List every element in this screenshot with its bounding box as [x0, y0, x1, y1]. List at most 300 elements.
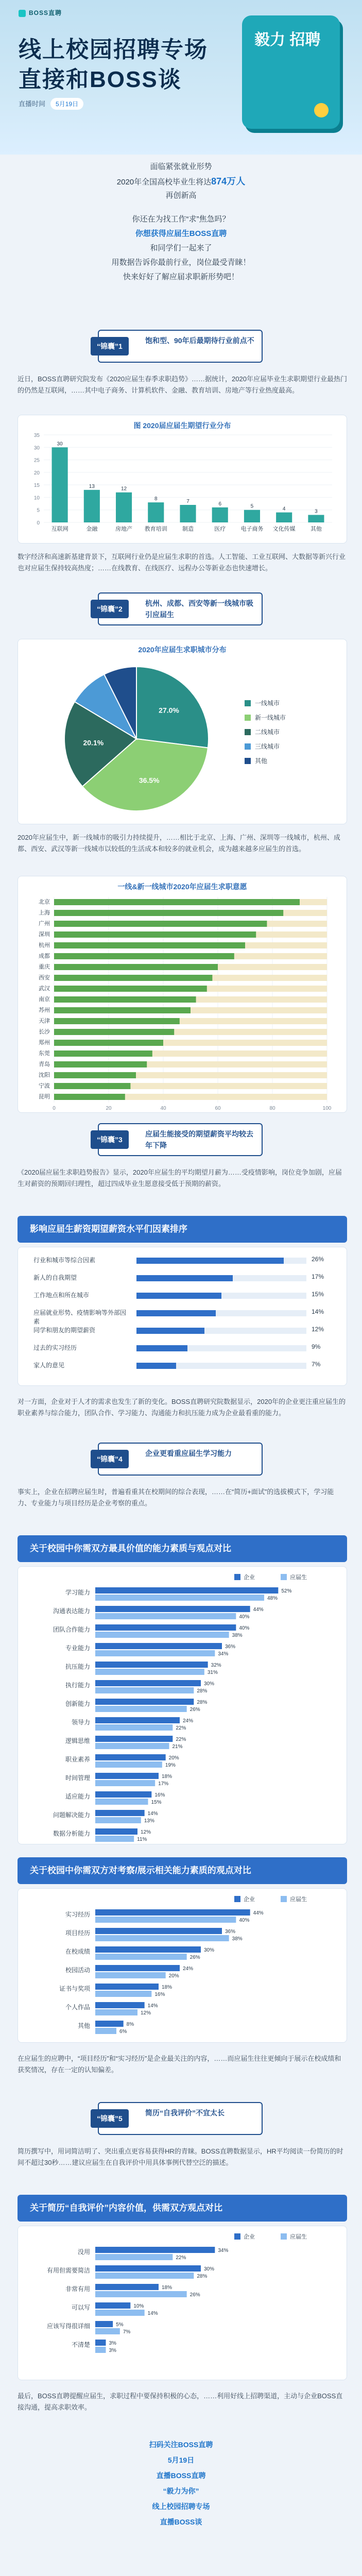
chart-self-eval: [18, 2229, 348, 2379]
bar: [54, 996, 196, 1003]
chart-ability-card: [18, 1566, 347, 1844]
bar-value-label: 7%: [123, 2329, 131, 2335]
bar: [54, 910, 283, 916]
bar-value-label: 8%: [126, 2022, 134, 2027]
bar-value-label: 52%: [281, 1588, 292, 1594]
bar-value-label: 21%: [172, 1744, 183, 1750]
bar-value-label: 7: [186, 499, 189, 504]
x-tick-label: 互联网: [51, 526, 68, 532]
tip-tag: “锦囊”3: [91, 1130, 129, 1149]
factor-label: 行业和城市等综合因素: [33, 1257, 96, 1264]
bar: [54, 1072, 136, 1078]
y-tick-label: 35: [33, 433, 40, 438]
y-tick-label: 15: [33, 483, 40, 489]
poster-dot-icon: [314, 103, 329, 117]
factor-label: 工作地点和所在城市: [33, 1292, 90, 1299]
section-header: 关于简历“自我评价”内容价值，供需双方观点对比: [18, 2195, 347, 2222]
chart-city-rank: [18, 891, 348, 1112]
bar: [95, 2310, 145, 2316]
legend-label: 二线城市: [255, 728, 280, 736]
factor-row: [18, 1270, 348, 1287]
factor-value: 9%: [312, 1343, 321, 1350]
bar: [148, 502, 164, 522]
factor-label: 同学和朋友的期望薪资: [33, 1327, 96, 1334]
factor-track: [136, 1258, 306, 1264]
bar: [54, 964, 218, 970]
intro-question: 你还在为找工作“求”焦急吗？: [132, 215, 230, 224]
bar: [95, 1643, 222, 1649]
bar: [95, 1917, 236, 1923]
tip-text: 饱和型、90年后最期待行业前点不: [145, 336, 254, 345]
footer-line: 5月19日: [167, 2456, 195, 2464]
row-label: 实习经历: [65, 1911, 90, 1918]
row-label: 沟通表达能力: [53, 1607, 90, 1615]
intro-callout-text[interactable]: 你想获得应届生BOSS直聘: [135, 229, 227, 238]
bar-value-label: 3%: [109, 2341, 116, 2346]
factor-value: 15%: [312, 1291, 324, 1298]
bar: [84, 490, 100, 522]
bar: [212, 507, 228, 522]
tip-text: 杭州、成都、西安等新一线城市吸引应届生: [145, 599, 253, 619]
bar: [54, 899, 300, 905]
y-tick-label: 苏州: [39, 1007, 50, 1013]
bar: [54, 975, 212, 981]
bar: [54, 986, 207, 992]
bar-value-label: 26%: [189, 2292, 200, 2298]
intro-callout: [0, 227, 362, 241]
y-tick-label: 沈阳: [39, 1072, 50, 1078]
row-label: 领导力: [71, 1719, 90, 1726]
intro-line: 面临紧张就业形势: [150, 162, 212, 171]
tip-tag: “锦囊”2: [91, 600, 129, 618]
bar-value-label: 18%: [162, 1774, 173, 1780]
bar: [95, 2247, 215, 2253]
bar-value-label: 14%: [147, 1811, 158, 1817]
paragraph: 对一方面，企业对于人才的需求也发生了新的变化。BOSS直聘研究院数据显示，2020年的企业更注重应届生的职业素养与综合能力，团队合作、学习能力、沟通能力和抗压能力成为企业最看重的能力。: [18, 1398, 346, 1417]
chart-title: 一线&新一线城市2020年应届生求职意愿: [117, 883, 247, 891]
brand-mark-icon: [19, 10, 26, 17]
bar: [95, 2254, 173, 2260]
intro-line: 和同学们一起来了: [150, 244, 212, 252]
bar-value-label: 48%: [267, 1596, 278, 1601]
bar: [95, 2021, 124, 2027]
legend-label: 企业: [244, 2234, 255, 2240]
y-tick-label: 广州: [39, 921, 50, 927]
y-tick-label: 深圳: [39, 931, 50, 938]
bar: [95, 1928, 222, 1934]
legend-swatch: [245, 729, 251, 735]
row-label: 非常有用: [65, 2285, 90, 2293]
factor-bar: [136, 1345, 187, 1351]
bar-value-label: 32%: [211, 1663, 221, 1668]
bar: [95, 1817, 141, 1823]
bar: [244, 510, 260, 522]
row-label: 数据分析能力: [53, 1830, 90, 1837]
bar-value-label: 15%: [151, 1800, 162, 1805]
legend-swatch: [234, 1574, 240, 1580]
tip-text: 应届生能接受的期望薪资平均较去年下降: [145, 1130, 253, 1149]
bar-value-label: 11%: [137, 1837, 147, 1842]
factor-bar: [136, 1275, 233, 1281]
bar-value-label: 26%: [189, 1955, 200, 1960]
bar: [95, 2340, 106, 2346]
bar-value-label: 20%: [168, 1973, 179, 1979]
y-tick-label: 10: [33, 495, 40, 501]
factor-label: 过去的实习经历: [33, 1344, 77, 1351]
bar-value-label: 20%: [168, 1755, 179, 1761]
factor-row: [18, 1340, 348, 1358]
bar-value-label: 12%: [141, 1829, 151, 1835]
hero-title-line2: 直接和BOSS谈: [19, 67, 182, 92]
bar-value-label: 3: [315, 509, 318, 515]
bar-value-label: 40%: [239, 1625, 250, 1631]
legend-swatch: [281, 1574, 287, 1580]
x-tick-label: 60: [215, 1106, 221, 1111]
bar: [95, 1680, 201, 1686]
legend-label: 三线城市: [255, 743, 280, 750]
bar: [95, 1780, 155, 1786]
tip-callout-5: [98, 2102, 263, 2135]
footer-line: 线上校园招聘专场: [152, 2502, 210, 2511]
paragraph: 事实上，企业在招聘应届生时，普遍看重其在校期间的综合表现，……在“简历+面试”的选拔模式下，学习能力、专业能力与项目经历是企业考察的重点。: [18, 1488, 334, 1507]
legend-swatch: [245, 743, 251, 750]
bar: [95, 1632, 229, 1638]
section-header: 关于校园中你需双方对考察/展示相关能力素质的观点对比: [18, 1857, 347, 1884]
y-tick-label: 青岛: [39, 1061, 50, 1067]
bar: [54, 942, 245, 948]
factor-track: [136, 1345, 306, 1351]
bar: [95, 1761, 162, 1768]
brand-logo: [19, 8, 62, 17]
pie-label: 36.5%: [139, 776, 160, 785]
bar: [95, 2265, 201, 2272]
chart-city-card: [18, 639, 347, 824]
bar-value-label: 4: [282, 506, 286, 512]
bar: [95, 1650, 215, 1656]
x-tick-label: 金融: [86, 526, 98, 532]
paragraph: 《2020届应届生求职趋势报告》显示，2020年应届生的平均期望月薪为……受疫情影响，岗位竞争加剧，应届生对薪资的预期回归理性，超过四成毕业生愿意接受低于预期的薪资。: [18, 1168, 342, 1188]
bar: [276, 513, 292, 522]
bar: [95, 1909, 250, 1916]
row-label: 问题解决能力: [53, 1811, 90, 1819]
brand-name: BOSS直聘: [29, 9, 62, 16]
bar-value-label: 40%: [239, 1614, 250, 1620]
bar: [95, 1799, 148, 1805]
hero-title-line1: 线上校园招聘专场: [19, 37, 208, 62]
x-tick-label: 文化传媒: [272, 526, 296, 532]
y-tick-label: 重庆: [39, 964, 50, 970]
tip-tag: “锦囊”1: [91, 337, 129, 355]
factor-row: [18, 1287, 348, 1305]
bar-value-label: 6%: [119, 2029, 127, 2035]
x-tick-label: 制造: [182, 526, 194, 532]
factor-track: [136, 1328, 306, 1334]
bar: [54, 931, 256, 938]
bar: [95, 1669, 204, 1675]
row-label: 时间管理: [65, 1774, 90, 1782]
bar: [95, 1810, 145, 1816]
y-tick-label: 0: [37, 520, 40, 526]
y-tick-label: 郑州: [39, 1040, 50, 1046]
bar-value-label: 30%: [204, 1681, 215, 1687]
bar: [95, 1791, 151, 1798]
bar-value-label: 38%: [232, 1936, 243, 1942]
row-label: 专业能力: [65, 1645, 90, 1652]
factor-value: 14%: [312, 1308, 324, 1315]
hero-banner: [0, 0, 362, 155]
bar-value-label: 44%: [253, 1910, 264, 1916]
chart-exp-card: [18, 1888, 347, 2043]
chart-city-rank-card: [18, 876, 347, 1113]
bar: [95, 1699, 194, 1705]
bar: [308, 515, 324, 522]
bar-value-label: 14%: [147, 2003, 158, 2009]
legend-swatch: [281, 1896, 287, 1902]
y-tick-label: 25: [33, 457, 40, 464]
legend-swatch: [245, 715, 251, 721]
bar: [95, 1773, 159, 1779]
row-label: 创新能力: [65, 1700, 90, 1707]
bar-value-label: 16%: [154, 1992, 165, 1997]
bar: [95, 2302, 130, 2309]
bar-value-label: 5%: [116, 2322, 124, 2328]
intro-line: 用数据告诉你最前行业，岗位最受青睐！: [111, 258, 251, 267]
bar-value-label: 30%: [204, 2266, 215, 2272]
row-label: 可以写: [71, 2304, 90, 2311]
row-label: 适应能力: [65, 1793, 90, 1800]
bar: [54, 921, 267, 927]
y-tick-label: 武汉: [39, 986, 50, 992]
hero-meta: [19, 98, 83, 110]
factor-value: 7%: [312, 1361, 321, 1368]
bar-value-label: 22%: [176, 1725, 186, 1731]
tip-callout-3: [98, 1123, 263, 1156]
factor-track: [136, 1293, 306, 1299]
tip-callout-2: [98, 592, 263, 625]
paragraph: 最后，BOSS直聘提醒应届生，求职过程中要保持积极的心态，……利用好线上招聘渠道，主动与企业BOSS直接沟通，提高求职效率。: [18, 2392, 343, 2411]
bar: [95, 1946, 201, 1953]
bar: [95, 1624, 236, 1631]
y-tick-label: 天津: [39, 1018, 50, 1024]
row-label: 证书与奖项: [59, 1985, 90, 1992]
paragraph: 数字经济和高速新基建背景下，互联网行业仍是应届生求职的首选。人工智能、工业互联网、大数据等新兴行业也对应届生保持较高热度；……在线教育、在线医疗、远程办公等新业态也快速增长。: [18, 553, 346, 572]
bar: [54, 1050, 152, 1057]
y-tick-label: 30: [33, 445, 40, 451]
section-header: 影响应届生薪资期望薪资水平们因素排序: [18, 1216, 347, 1243]
y-tick-label: 杭州: [39, 942, 50, 948]
chart-title: 图 2020届应届生期望行业分布: [133, 421, 231, 430]
x-tick-label: 房地产: [115, 526, 133, 532]
row-label: 逻辑思维: [65, 1737, 90, 1744]
bar-value-label: 36%: [225, 1929, 236, 1935]
bar: [95, 2009, 137, 2015]
chart-salary-factors: [18, 1252, 348, 1381]
bar-value-label: 30: [57, 441, 63, 447]
legend-label: 应届生: [290, 1896, 307, 1903]
bar-value-label: 44%: [253, 1607, 264, 1613]
bar-value-label: 18%: [162, 1985, 173, 1990]
row-label: 校园活动: [65, 1967, 90, 1974]
bar: [95, 2273, 194, 2279]
intro-highlight: 874万人: [211, 176, 246, 187]
bar-value-label: 22%: [176, 2255, 186, 2261]
footer-line[interactable]: 扫码关注BOSS直聘: [149, 2441, 213, 2449]
bar: [95, 1743, 169, 1749]
legend-label: 其他: [255, 757, 268, 765]
bar: [95, 1984, 159, 1990]
date-badge: 5月19日: [50, 98, 83, 110]
factor-track: [136, 1363, 306, 1369]
x-tick-label: 教育培训: [144, 526, 167, 532]
bar-value-label: 28%: [197, 1688, 208, 1694]
x-tick-label: 0: [53, 1106, 56, 1111]
legend-swatch: [281, 2233, 287, 2240]
bar-value-label: 38%: [232, 1633, 243, 1638]
bar: [95, 2028, 116, 2034]
hero-poster: [242, 15, 340, 129]
x-tick-label: 医疗: [214, 526, 226, 532]
paragraph: 简历撰写中，用词简洁明了、突出重点更容易获得HR的青睐。BOSS直聘数据显示，HR平均阅读一份简历的时间不超过30秒……建议应届生在自我评价中用具体事例代替空泛的描述。: [18, 2147, 343, 2166]
bar: [95, 1606, 250, 1612]
bar: [54, 1083, 130, 1089]
bar: [95, 1724, 173, 1731]
chart-industry: [18, 430, 348, 543]
bar: [95, 1754, 166, 1760]
bar: [95, 2284, 159, 2290]
bar: [95, 1717, 180, 1723]
x-tick-label: 80: [269, 1106, 275, 1111]
bar-value-label: 36%: [225, 1644, 236, 1650]
tip-text: 简历“自我评价”不宜太长: [145, 2109, 225, 2117]
y-tick-label: 昆明: [39, 1094, 50, 1100]
pie-label: 20.1%: [83, 738, 104, 747]
intro-section: [0, 160, 362, 284]
tip-tag: “锦囊”5: [91, 2109, 129, 2128]
chart-ability: [18, 1570, 348, 1843]
bar: [95, 2291, 187, 2297]
bar: [95, 1828, 137, 1835]
bar: [95, 2002, 145, 2008]
intro-line: 再创新高: [165, 191, 197, 200]
bar-value-label: 28%: [197, 1700, 208, 1705]
chart-title: 2020年应届生求职城市分布: [138, 646, 227, 654]
intro-line: 快来好好了解应届求职新形势吧！: [123, 273, 239, 281]
factor-bar: [136, 1363, 176, 1369]
bar-value-label: 28%: [197, 2274, 208, 2279]
bar-value-label: 19%: [165, 1762, 176, 1768]
bar-value-label: 8: [154, 496, 158, 502]
x-tick-label: 100: [322, 1106, 332, 1111]
bar-value-label: 17%: [158, 1781, 169, 1787]
bar-value-label: 24%: [183, 1966, 194, 1972]
row-label: 职业素养: [65, 1756, 90, 1763]
legend-label: 一线城市: [255, 700, 280, 707]
bar-value-label: 40%: [239, 1918, 250, 1923]
legend-label: 企业: [244, 1574, 255, 1581]
factor-label: 应届就业形势、疫情影响等外部因素: [33, 1309, 127, 1325]
bar: [180, 505, 196, 522]
tip-callout-4: [98, 1443, 263, 1476]
intro-line-text: 2020年全国高校毕业生将达: [116, 178, 212, 187]
bar: [116, 493, 132, 522]
y-tick-label: 上海: [39, 910, 50, 916]
chart-salary-card: [18, 1247, 347, 1386]
chart-experience: [18, 1892, 348, 2041]
bar-value-label: 12: [120, 486, 127, 492]
bar: [54, 1029, 174, 1035]
section-header: 关于校园中你需双方最具价值的能力素质与观点对比: [18, 1535, 347, 1562]
row-label: 执行能力: [65, 1682, 90, 1689]
bar-value-label: 24%: [183, 1718, 194, 1724]
y-tick-label: 宁波: [39, 1083, 50, 1089]
factor-track: [136, 1310, 306, 1316]
bar: [54, 1007, 191, 1013]
legend-label: 新一线城市: [255, 714, 286, 721]
factor-label: 家人的意见: [33, 1362, 65, 1369]
row-label: 抗压能力: [65, 1663, 90, 1670]
bar: [95, 1595, 264, 1601]
y-tick-label: 北京: [39, 899, 50, 905]
bar-value-label: 10%: [133, 2303, 144, 2309]
meta-label: 直播时间: [19, 100, 46, 108]
bar-value-label: 34%: [218, 1651, 229, 1657]
bar-value-label: 13%: [144, 1818, 154, 1824]
bar-value-label: 26%: [189, 1707, 200, 1713]
row-label: 项目经历: [65, 1929, 90, 1937]
legend-swatch: [245, 700, 251, 706]
bar-value-label: 16%: [154, 1792, 165, 1798]
bar: [54, 1061, 147, 1067]
bar-value-label: 5: [250, 503, 254, 510]
legend-label: 应届生: [290, 1574, 307, 1581]
y-tick-label: 东莞: [39, 1050, 50, 1057]
y-tick-label: 南京: [39, 996, 50, 1003]
bar: [54, 953, 234, 959]
y-tick-label: 20: [33, 470, 40, 476]
factor-track: [136, 1275, 306, 1281]
bar: [95, 1687, 194, 1693]
tip-callout-1: [98, 330, 263, 363]
x-tick-label: 电子商务: [240, 526, 264, 532]
row-label: 团队合作能力: [53, 1626, 90, 1633]
bar: [54, 1018, 180, 1024]
paragraph: 2020年应届生中，新一线城市的吸引力持续提升，……相比于北京、上海、广州、深圳等一线城市，杭州、成都、西安、武汉等新一线城市以较低的生活成本和较多的就业机会，成为越来越多应届生的首选。: [18, 834, 340, 853]
factor-label: 新人的自我期望: [33, 1274, 77, 1281]
row-label: 有用但需要简洁: [46, 2267, 90, 2274]
x-tick-label: 40: [160, 1106, 166, 1111]
bar: [95, 2347, 106, 2353]
bar: [95, 1954, 187, 1960]
x-tick-label: 其他: [310, 526, 322, 532]
row-label: 个人作品: [65, 2004, 90, 2011]
paragraph: 在应届生的应聘中，“项目经历”和“实习经历”是企业最关注的内容，……而应届生往往更倾向于展示在校成绩和获奖情况，存在一定的认知偏差。: [18, 2055, 341, 2074]
bar: [95, 1836, 134, 1842]
row-label: 不清楚: [71, 2341, 90, 2348]
chart-selfeval-card: [18, 2226, 347, 2380]
bar-value-label: 14%: [147, 2311, 158, 2316]
bar-value-label: 3%: [109, 2348, 116, 2353]
bar: [95, 1991, 151, 1997]
legend-swatch: [234, 1896, 240, 1902]
chart-industry-card: [18, 415, 347, 544]
bar: [52, 447, 68, 522]
footer-line: “毅力为你”: [163, 2487, 199, 2495]
intro-line: [0, 174, 362, 189]
factor-value: 26%: [312, 1256, 324, 1263]
bar-value-label: 6: [218, 501, 222, 507]
factor-row: [18, 1252, 348, 1270]
bar: [95, 1965, 180, 1971]
